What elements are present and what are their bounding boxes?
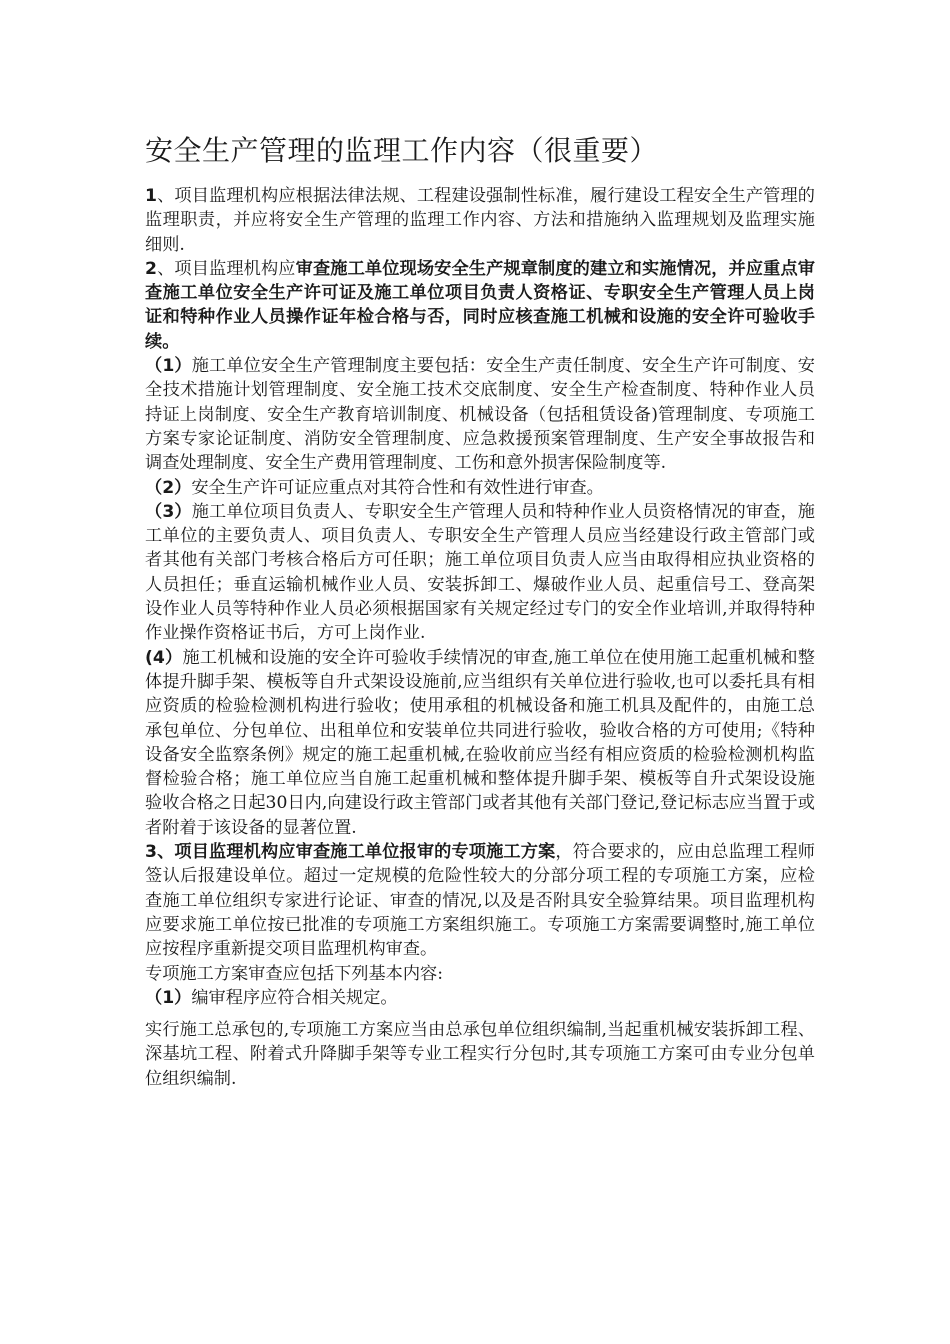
item-number: （3） xyxy=(145,501,192,522)
paragraph-text: 实行施工总承包的,专项施工方案应当由总承包单位组织编制,当起重机械安装拆卸工程、深基坑工程、附着式升降脚手架等专业工程实行分包时,其专项施工方案可由专业分包单位组织编制. xyxy=(145,1020,815,1089)
paragraph-text: 专项施工方案审查应包括下列基本内容: xyxy=(145,963,443,984)
paragraph-2-4 xyxy=(145,646,815,840)
item-number: （2） xyxy=(145,477,192,498)
paragraph-3 xyxy=(145,840,815,961)
paragraph-text: 施工机械和设施的安全许可验收手续情况的审查,施工单位在使用施工起重机械和整体提升脚手架、模板等自升式架设设施前,应当组织有关单位进行验收,也可以委托具有相应资质的检验检测机构进行验收；使用承租的机械设备和施工机具及配件的，由施工总承包单位、分包单位、出租单位和安装单位共同进行验收，验收合格的方可使用;《特种设备安全监察条例》规定的施工起重机械,在验收前应当经有相应资质的检验检测机构监督检验合格；施工单位应当自施工起重机械和整体提升脚手架、模板等自升式架设设施验收合格之日起30日内,向建设行政主管部门或者其他有关部门登记,登记标志应当置于或者附着于该设备的显著位置. xyxy=(145,647,815,838)
item-number: （1） xyxy=(145,987,192,1008)
paragraph-text: 编审程序应符合相关规定。 xyxy=(191,987,398,1008)
paragraph-text: 施工单位项目负责人、专职安全生产管理人员和特种作业人员资格情况的审查，施工单位的主要负责人、项目负责人、专职安全生产管理人员应当经建设行政主管部门或者其他有关部门考核合格后方可任职；施工单位项目负责人应当由取得相应执业资格的人员担任；垂直运输机械作业人员、安装拆卸工、爆破作业人员、起重信号工、登高架设作业人员等特种作业人员必须根据国家有关规定经过专门的安全作业培训,并取得特种作业操作资格证书后，方可上岗作业. xyxy=(145,501,815,644)
paragraph-5 xyxy=(145,1018,815,1091)
paragraph-text: 、项目监理机构应根据法律法规、工程建设强制性标准，履行建设工程安全生产管理的监理职责，并应将安全生产管理的监理工作内容、方法和措施纳入监理规划及监理实施细则. xyxy=(145,186,815,255)
paragraph-4-1 xyxy=(145,986,815,1010)
paragraph-2-3 xyxy=(145,500,815,646)
paragraph-text: 施工单位安全生产管理制度主要包括：安全生产责任制度、安全生产许可制度、安全技术措施计划管理制度、安全施工技术交底制度、安全生产检查制度、特种作业人员持证上岗制度、安全生产教育培训制度、机械设备（包括租赁设备)管理制度、专项施工方案专家论证制度、消防安全管理制度、应急救援预案管理制度、生产安全事故报告和调查处理制度、安全生产费用管理制度、工伤和意外损害保险制度等. xyxy=(145,356,815,474)
item-number: 1 xyxy=(145,186,157,206)
paragraph-bold-text: 审查施工单位现场安全生产规章制度的建立和实施情况，并应重点审查施工单位安全生产许可证及施工单位项目负责人资格证、专职安全生产管理人员上岗证和特种作业人员操作证年检合格与否，同时应核查施工机械和设施的安全许可验收手续。 xyxy=(145,258,815,352)
paragraph-bold-text: 、项目监理机构应审查施工单位报审的专项施工方案 xyxy=(156,842,556,863)
paragraph-4 xyxy=(145,962,815,986)
document-title: 安全生产管理的监理工作内容（很重要） xyxy=(145,134,659,167)
item-number: (4） xyxy=(145,647,183,668)
paragraph-2-1 xyxy=(145,354,815,475)
paragraph-1 xyxy=(145,184,815,257)
paragraph-2-2 xyxy=(145,476,815,500)
paragraph-text: 安全生产许可证应重点对其符合性和有效性进行审查。 xyxy=(191,477,604,498)
paragraph-2 xyxy=(145,257,815,354)
paragraph-lead-text: 、项目监理机构应 xyxy=(156,258,296,279)
document-page xyxy=(145,128,815,1091)
item-number: 3 xyxy=(145,842,157,863)
item-number: （1） xyxy=(145,356,192,377)
item-number: 2 xyxy=(145,258,157,279)
paragraph-text: ，符合要求的，应由总监理工程师签认后报建设单位。超过一定规模的危险性较大的分部分项工程的专项施工方案，应检查施工单位组织专家进行论证、审查的情况,以及是否附具安全验算结果。项目监理机构应要求施工单位按已批准的专项施工方案组织施工。专项施工方案需要调整时,施工单位应按程序重新提交项目监理机构审查。 xyxy=(145,842,815,960)
